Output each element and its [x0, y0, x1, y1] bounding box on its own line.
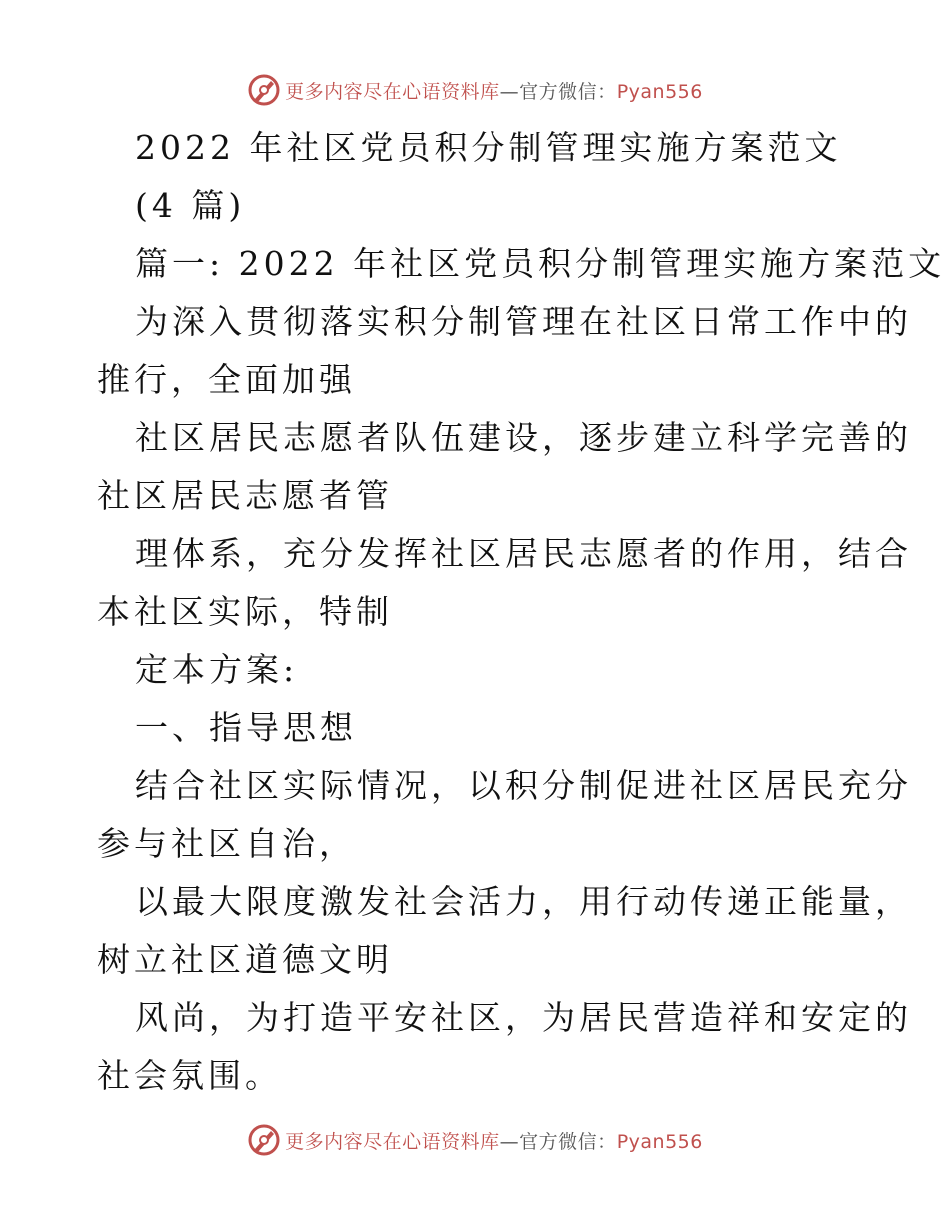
- pen-logo-icon: [247, 73, 281, 107]
- section-heading: 一、指导思想: [135, 708, 357, 747]
- watermark-wechat-id: Pyan556: [616, 80, 703, 103]
- section-heading: 篇一: 2022 年社区党员积分制管理实施方案范文: [135, 244, 946, 283]
- paragraph-line: 为深入贯彻落实积分制管理在社区日常工作中的: [135, 302, 912, 341]
- watermark-wechat-label: 官方微信：: [519, 80, 617, 103]
- paragraph-line: 树立社区道德文明: [97, 940, 393, 979]
- paragraph-line: 理体系，充分发挥社区居民志愿者的作用，结合: [135, 534, 912, 573]
- watermark-wechat-label: 官方微信：: [519, 1130, 617, 1153]
- watermark-brand: 更多内容尽在心语资料库: [285, 1130, 500, 1153]
- watermark-brand: 更多内容尽在心语资料库: [285, 80, 500, 103]
- paragraph-line: 结合社区实际情况，以积分制促进社区居民充分: [135, 766, 912, 805]
- watermark-text: [285, 77, 703, 104]
- watermark-separator: —: [499, 1130, 520, 1153]
- paragraph-line: 定本方案:: [135, 650, 299, 689]
- paragraph-line: 本社区实际，特制: [97, 592, 393, 631]
- paragraph-line: 风尚，为打造平安社区，为居民营造祥和安定的: [135, 998, 912, 1037]
- paragraph-line: 社区居民志愿者管: [97, 476, 393, 515]
- paragraph-line: 社会氛围。: [97, 1056, 282, 1095]
- pen-logo-icon: [247, 1123, 281, 1157]
- watermark-separator: —: [499, 80, 520, 103]
- paragraph-line: 以最大限度激发社会活力，用行动传递正能量，: [135, 882, 912, 921]
- watermark-text: [285, 1127, 703, 1154]
- watermark-wechat-id: Pyan556: [616, 1130, 703, 1153]
- paragraph-line: 推行，全面加强: [97, 360, 356, 399]
- doc-title-count: (4 篇): [135, 186, 246, 225]
- paragraph-line: 社区居民志愿者队伍建设，逐步建立科学完善的: [135, 418, 912, 457]
- header-watermark: [0, 70, 950, 110]
- doc-title: 2022 年社区党员积分制管理实施方案范文: [135, 128, 842, 167]
- footer-watermark: [0, 1120, 950, 1160]
- paragraph-line: 参与社区自治，: [97, 824, 356, 863]
